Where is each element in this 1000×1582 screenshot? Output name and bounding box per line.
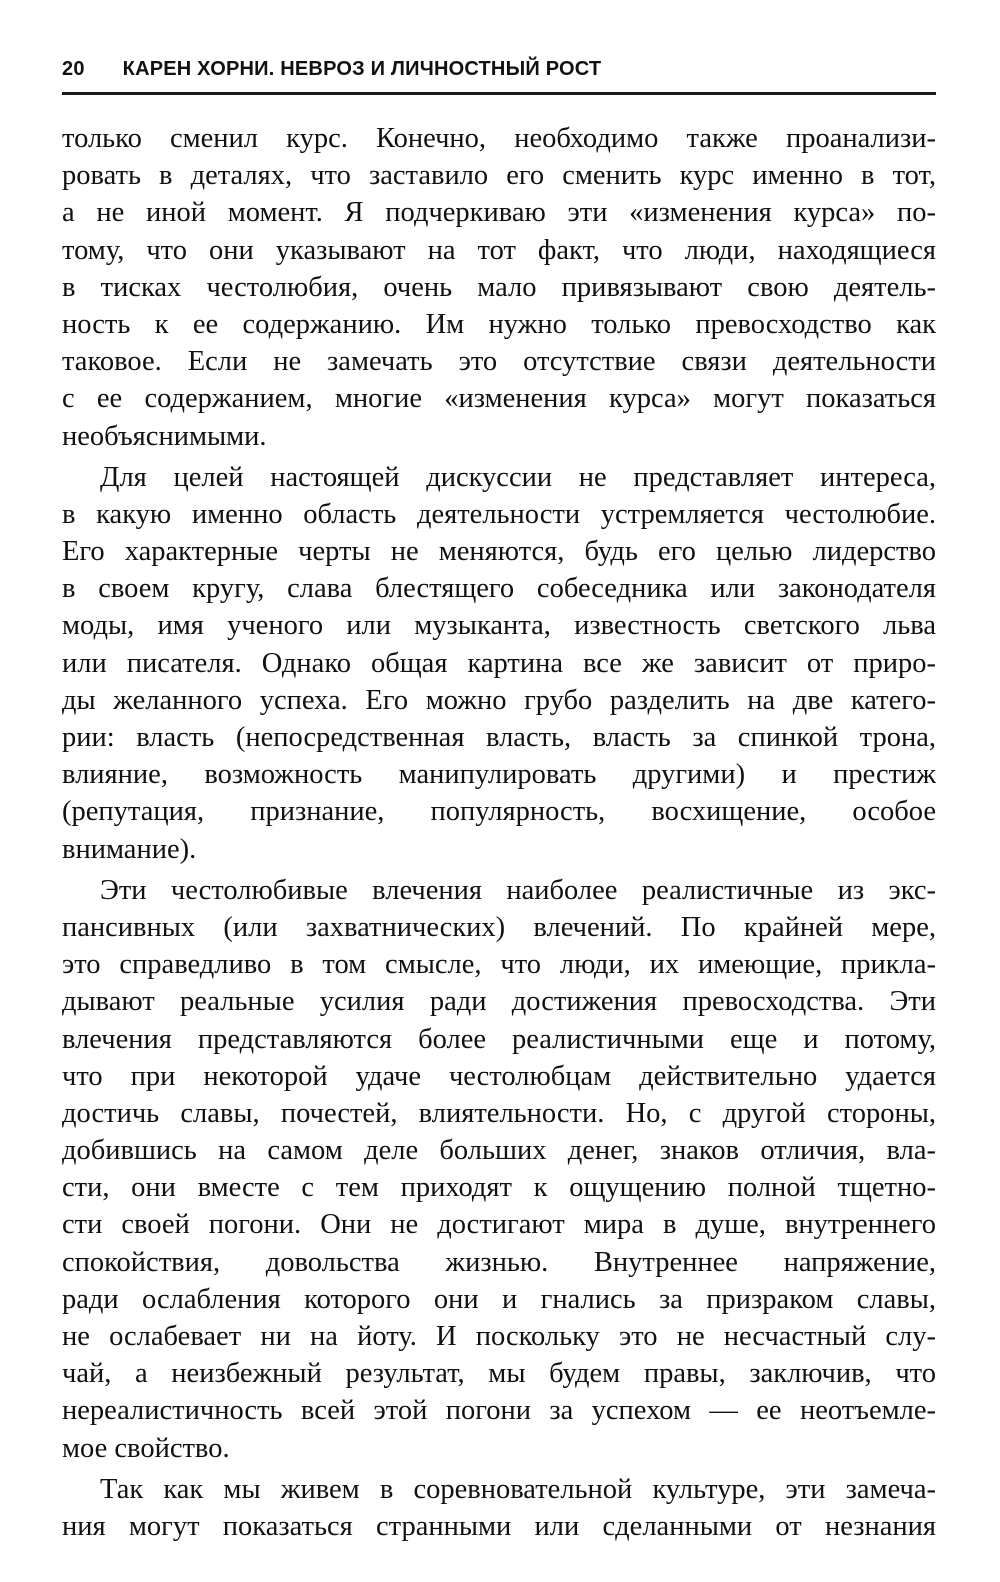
text-line: ради ослабления которого они и гнались за призраком славы, xyxy=(62,1283,936,1315)
header-divider xyxy=(62,92,936,95)
text-line: сти своей погони. Они не достигают мира в душе, внутреннего xyxy=(62,1209,936,1241)
text-line: моды, имя ученого или музыканта, известность светского льва xyxy=(62,610,936,642)
text-line: Так как мы живем в соревновательной культуре, эти замеча- xyxy=(100,1473,936,1505)
text-line: не ослабевает ни на йоту. И поскольку это не несчастный слу- xyxy=(62,1321,936,1352)
text-line: ды желанного успеха. Его можно грубо разделить на две катего- xyxy=(62,684,936,716)
text-line: дывают реальные усилия ради достижения превосходства. Эти xyxy=(62,986,936,1018)
text-line: чай, а неизбежный результат, мы будем правы, заключив, что xyxy=(62,1358,936,1390)
text-line: рии: власть (непосредственная власть, власть за спинкой трона, xyxy=(62,722,936,753)
text-line: ность к ее содержанию. Им нужно только превосходство как xyxy=(62,308,936,340)
running-header xyxy=(62,52,936,86)
text-line: влечения представляются более реалистичными еще и потому, xyxy=(62,1023,936,1055)
paragraph-2 xyxy=(62,459,936,868)
text-line: Его характерные черты не меняются, будь его целью лидерство xyxy=(62,536,936,568)
text-line: только сменил курс. Конечно, необходимо также проанализи- xyxy=(62,123,936,154)
text-line: достичь славы, почестей, влиятельности. Но, с другой стороны, xyxy=(62,1097,936,1129)
text-line: сти, они вместе с тем приходят к ощущению полной тщетно- xyxy=(62,1172,936,1204)
paragraph-3 xyxy=(62,872,936,1467)
text-line: таковое. Если не замечать это отсутствие связи деятельности xyxy=(62,346,936,378)
running-title: КАРЕН ХОРНИ. НЕВРОЗ И ЛИЧНОСТНЫЙ РОСТ xyxy=(122,57,602,80)
page-number: 20 xyxy=(62,57,85,80)
text-line: ровать в деталях, что заставило его сменить курс именно в тот, xyxy=(62,160,936,192)
text-line: мое свойство. xyxy=(62,1432,230,1464)
text-line: в своем кругу, слава блестящего собеседника или законодателя xyxy=(62,573,936,605)
text-line: тому, что они указывают на тот факт, что люди, находящиеся xyxy=(62,234,936,266)
text-line: нереалистичность всей этой погони за успехом — ее неотъемле- xyxy=(62,1395,936,1427)
text-line: это справедливо в том смысле, что люди, их имеющие, прикла- xyxy=(62,949,936,981)
text-line: добившись на самом деле больших денег, знаков отличия, вла- xyxy=(62,1135,936,1167)
text-line: влияние, возможность манипулировать другими) и престиж xyxy=(62,759,936,791)
text-line: ния могут показаться странными или сделанными от незнания xyxy=(62,1510,936,1542)
text-line: спокойствия, довольства жизнью. Внутреннее напряжение, xyxy=(62,1246,936,1278)
text-line: пансивных (или захватнических) влечений. По крайней мере, xyxy=(62,911,936,943)
text-line: необъяснимыми. xyxy=(62,420,267,452)
text-line: что при некоторой удаче честолюбцам действительно удается xyxy=(62,1060,936,1092)
paragraph-1 xyxy=(62,120,936,455)
paragraph-4 xyxy=(62,1471,936,1545)
text-line: Для целей настоящей дискуссии не представляет интереса, xyxy=(100,461,936,493)
text-line: в тисках честолюбия, очень мало привязывают свою деятель- xyxy=(62,271,936,303)
text-line: (репутация, признание, популярность, восхищение, особое xyxy=(62,796,936,828)
text-line: Эти честолюбивые влечения наиболее реалистичные из экс- xyxy=(100,874,936,906)
text-body xyxy=(62,120,936,1549)
text-line: с ее содержанием, многие «изменения курса» могут показаться xyxy=(62,383,936,415)
text-line: в какую именно область деятельности устремляется честолюбие. xyxy=(62,498,936,530)
text-line: а не иной момент. Я подчеркиваю эти «изменения курса» по- xyxy=(62,197,936,229)
text-line: внимание). xyxy=(62,833,197,865)
text-line: или писателя. Однако общая картина все же зависит от приро- xyxy=(62,647,936,679)
